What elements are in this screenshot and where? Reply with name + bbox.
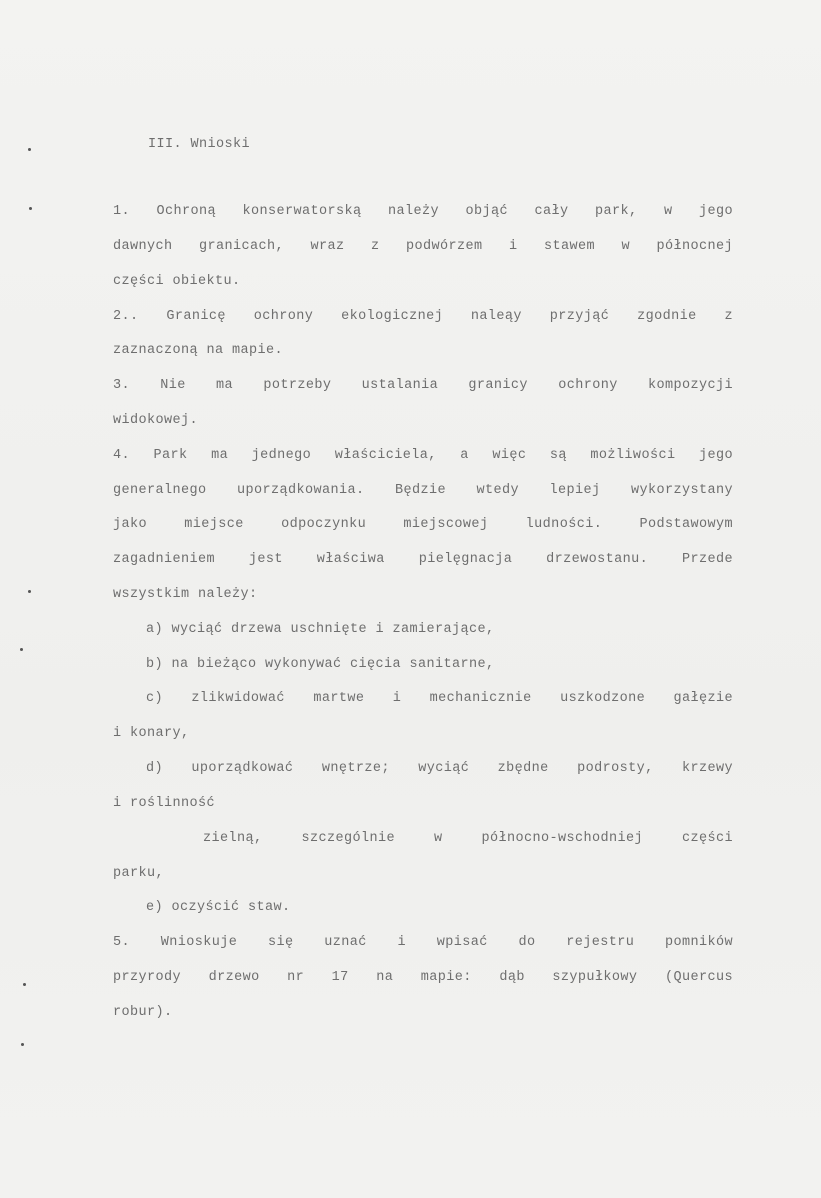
margin-speck [29, 207, 32, 210]
text-line: generalnego uporządkowania. Będzie wtedy lepiej wykorzystany [113, 483, 733, 498]
margin-speck [21, 1043, 24, 1046]
text-line: c) zlikwidować martwe i mechanicznie uszkodzone gałęzie [146, 691, 733, 706]
text-line: i konary, [113, 726, 190, 741]
text-line: robur). [113, 1005, 173, 1020]
text-line: i roślinność [113, 796, 216, 811]
text-line: zagadnieniem jest właściwa pielęgnacja drzewostanu. Przede [113, 552, 733, 567]
text-line: d) uporządkować wnętrze; wyciąć zbędne podrosty, krzewy [146, 761, 733, 776]
text-line: parku, [113, 866, 165, 881]
text-line: 3. Nie ma potrzeby ustalania granicy ochrony kompozycji [113, 378, 733, 393]
text-line: jako miejsce odpoczynku miejscowej ludności. Podstawowym [113, 517, 733, 532]
text-line: 5. Wnioskuje się uznać i wpisać do rejestru pomników [113, 935, 733, 950]
margin-speck [28, 590, 31, 593]
text-line: e) oczyścić staw. [146, 900, 291, 915]
text-line: zaznaczoną na mapie. [113, 343, 284, 358]
text-line: widokowej. [113, 413, 199, 428]
text-line: a) wyciąć drzewa uschnięte i zamierające, [146, 622, 495, 637]
margin-speck [20, 648, 23, 651]
text-line: wszystkim należy: [113, 587, 258, 602]
text-line: b) na bieżąco wykonywać cięcia sanitarne, [146, 657, 495, 672]
text-line: 1. Ochroną konserwatorską należy objąć cały park, w jego [113, 204, 733, 219]
text-line: przyrody drzewo nr 17 na mapie: dąb szypułkowy (Quercus [113, 970, 733, 985]
margin-speck [28, 148, 31, 151]
text-line: części obiektu. [113, 274, 241, 289]
margin-speck [23, 983, 26, 986]
text-line: 4. Park ma jednego właściciela, a więc są możliwości jego [113, 448, 733, 463]
text-line: dawnych granicach, wraz z podwórzem i stawem w północnej [113, 239, 733, 254]
text-line: 2.. Granicę ochrony ekologicznej naleąy przyjąć zgodnie z [113, 309, 733, 324]
section-heading: III. Wnioski [148, 137, 251, 152]
text-line: zielną, szczególnie w północno-wschodniej części [203, 831, 733, 846]
